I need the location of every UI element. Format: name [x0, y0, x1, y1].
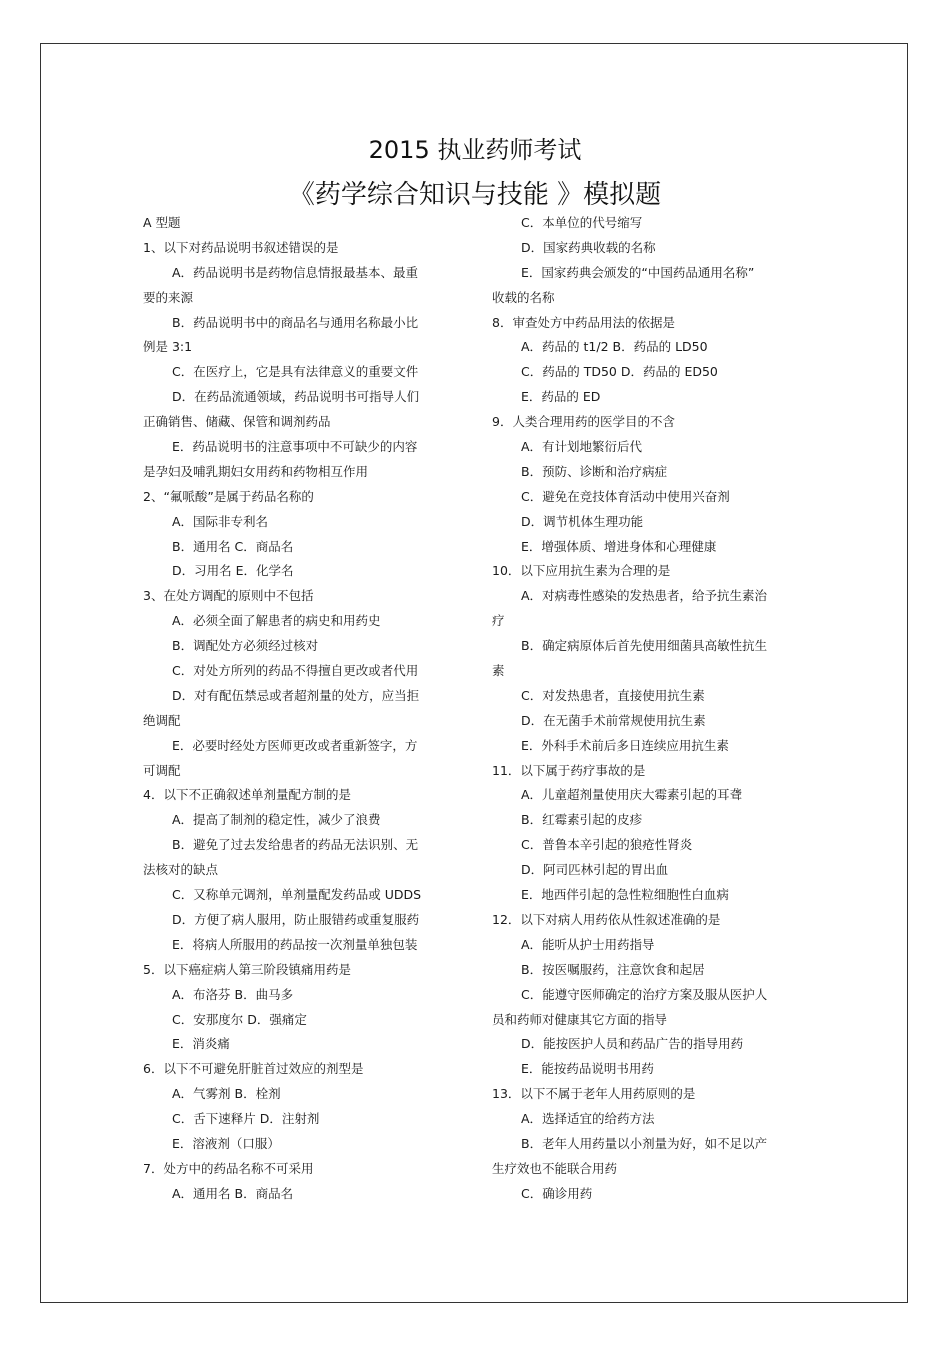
question-line: B．确定病原体后首先使用细菌具高敏性抗生 [521, 638, 768, 654]
question-line: B．通用名 C．商品名 [172, 538, 294, 554]
question-line: 3、在处方调配的原则中不包括 [143, 588, 314, 604]
question-line: A．有计划地繁衍后代 [521, 439, 643, 455]
question-line: 4．以下不正确叙述单剂量配方制的是 [143, 787, 351, 803]
question-line: A．通用名 B．商品名 [172, 1185, 294, 1201]
question-line: 9．人类合理用药的医学目的不含 [492, 414, 675, 430]
question-line: B．调配处方必须经过核对 [172, 638, 319, 654]
question-line: B．按医嘱服药，注意饮食和起居 [521, 961, 705, 977]
question-line: 6．以下不可避免肝脏首过效应的剂型是 [143, 1061, 364, 1077]
question-line: 7．处方中的药品名称不可采用 [143, 1160, 314, 1176]
question-line: A．布洛芬 B．曲马多 [172, 986, 294, 1002]
question-line: 可调配 [143, 762, 181, 778]
question-line: D．方便了病人服用，防止服错药或重复服药 [172, 911, 420, 927]
question-line: 例是 3:1 [143, 339, 193, 355]
question-line: E．地西伴引起的急性粒细胞性白血病 [521, 887, 729, 903]
question-line: E．国家药典会颁发的“中国药品通用名称” [521, 264, 755, 280]
question-line: C．舌下速释片 D．注射剂 [172, 1111, 320, 1127]
question-line: E．必要时经处方医师更改或者重新签字，方 [172, 737, 418, 753]
question-line: D．调节机体生理功能 [521, 513, 644, 529]
question-line: A．能听从护士用药指导 [521, 936, 655, 952]
right-column [492, 211, 792, 1207]
question-line: 是孕妇及哺乳期妇女用药和药物相互作用 [143, 463, 369, 479]
question-line: 正确销售、储藏、保管和调剂药品 [143, 414, 331, 430]
question-line: D．在药品流通领域，药品说明书可指导人们 [172, 389, 420, 405]
question-line: 要的来源 [143, 289, 194, 305]
question-line: 2、“氟哌酸”是属于药品名称的 [143, 488, 314, 504]
question-line: 1、以下对药品说明书叙述错误的是 [143, 239, 339, 255]
question-line: B．药品说明书中的商品名与通用名称最小比 [172, 314, 419, 330]
question-line: B．预防、诊断和治疗病症 [521, 463, 668, 479]
question-line: 12．以下对病人用药依从性叙述准确的是 [492, 911, 721, 927]
question-line: B．避免了过去发给患者的药品无法识别、无 [172, 837, 419, 853]
question-line: A．对病毒性感染的发热患者，给予抗生素治 [521, 588, 768, 604]
question-line: A．提高了制剂的稳定性，减少了浪费 [172, 812, 381, 828]
question-line: E．药品说明书的注意事项中不可缺少的内容 [172, 439, 418, 455]
question-line: 生疗效也不能联合用药 [492, 1160, 618, 1176]
left-column [143, 211, 443, 1207]
question-line: E．消炎痛 [172, 1036, 230, 1052]
question-line: D．能按医护人员和药品广告的指导用药 [521, 1036, 744, 1052]
question-line: 10．以下应用抗生素为合理的是 [492, 563, 671, 579]
question-line: A．国际非专利名 [172, 513, 269, 529]
question-line: 法核对的缺点 [143, 862, 219, 878]
question-line: C．确诊用药 [521, 1185, 593, 1201]
document-title: 2015 执业药师考试 [368, 136, 582, 164]
question-line: E．能按药品说明书用药 [521, 1061, 654, 1077]
question-line: C．安那度尔 D．强痛定 [172, 1011, 307, 1027]
question-line: 11．以下属于药疗事故的是 [492, 762, 646, 778]
question-line: C．能遵守医师确定的治疗方案及服从医护人 [521, 986, 768, 1002]
question-line: B．红霉素引起的皮疹 [521, 812, 643, 828]
question-line: C．本单位的代号缩写 [521, 215, 643, 230]
question-line: E．外科手术前后多日连续应用抗生素 [521, 737, 729, 753]
question-line: C．对发热患者，直接使用抗生素 [521, 687, 705, 703]
question-line: A．药品的 t1/2 B．药品的 LD50 [521, 339, 708, 355]
question-line: C．在医疗上，它是具有法律意义的重要文件 [172, 364, 419, 380]
question-line: D．在无菌手术前常规使用抗生素 [521, 712, 706, 728]
question-line: A．选择适宜的给药方法 [521, 1111, 655, 1127]
question-line: 8．审查处方中药品用法的依据是 [492, 314, 675, 330]
question-line: D．阿司匹林引起的胃出血 [521, 862, 669, 878]
document-subtitle: 《药学综合知识与技能 》模拟题 [288, 180, 662, 210]
question-line: C．对处方所列的药品不得擅自更改或者代用 [172, 663, 419, 679]
question-line: 13．以下不属于老年人用药原则的是 [492, 1086, 696, 1102]
question-line: C．又称单元调剂，单剂量配发药品或 UDDS [172, 887, 422, 903]
question-line: 疗 [492, 613, 505, 629]
question-line: A．气雾剂 B．栓剂 [172, 1086, 281, 1102]
question-line: A 型题 [143, 215, 181, 230]
question-line: C．普鲁本辛引起的狼疮性肾炎 [521, 837, 693, 853]
question-line: A．药品说明书是药物信息情报最基本、最重 [172, 264, 419, 280]
question-line: 素 [492, 663, 505, 679]
question-line: B．老年人用药量以小剂量为好，如不足以产 [521, 1135, 768, 1151]
question-line: D．国家药典收载的名称 [521, 239, 656, 255]
question-line: 员和药师对健康其它方面的指导 [492, 1011, 668, 1027]
question-line: 绝调配 [143, 712, 181, 728]
question-line: A．儿童超剂量使用庆大霉素引起的耳聋 [521, 787, 743, 803]
question-line: D．习用名 E．化学名 [172, 563, 294, 579]
question-line: A．必须全面了解患者的病史和用药史 [172, 613, 381, 629]
question-line: E．药品的 ED [521, 389, 601, 405]
question-line: 5．以下癌症病人第三阶段镇痛用药是 [143, 961, 351, 977]
question-line: 收载的名称 [492, 289, 555, 305]
question-line: E．将病人所服用的药品按一次剂量单独包装 [172, 936, 418, 952]
question-line: E．溶液剂（口服） [172, 1135, 280, 1151]
question-line: E．增强体质、增进身体和心理健康 [521, 538, 717, 554]
question-line: C．避免在竞技体育活动中使用兴奋剂 [521, 488, 730, 504]
question-line: D．对有配伍禁忌或者超剂量的处方，应当拒 [172, 687, 420, 703]
question-line: C．药品的 TD50 D．药品的 ED50 [521, 364, 718, 380]
